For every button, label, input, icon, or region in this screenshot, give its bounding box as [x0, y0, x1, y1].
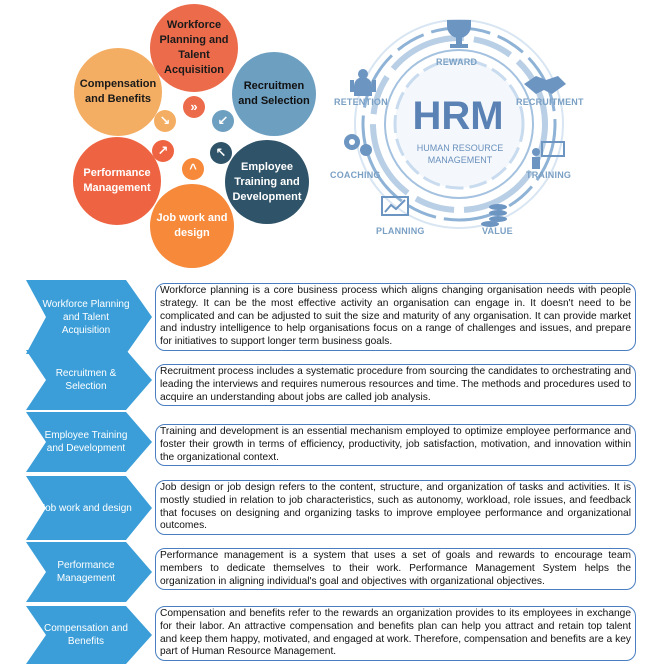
chevron-label-text: Job work and design — [40, 502, 132, 514]
petal-training — [225, 140, 309, 224]
chevron-label — [26, 540, 154, 604]
description-box: Job design or job design refers to the content, structure, and organization of tasks and activities. It is mostly studied in relation to job characteristics, such as autonomy, workload, role issues, and feedback that focuses on designing and organizing tasks to improve employee performance and organizational outcomes. — [155, 480, 636, 535]
description-box: Performance management is a system that uses a set of goals and rewards to encourage team members to dedicate themselves to their work. Performance Management System helps the organization in aligning individual's goal and objectives with organizational objectives. — [155, 548, 636, 590]
chevron-label — [26, 278, 154, 356]
label-planning: PLANNING — [376, 226, 425, 236]
arrow-icon: ↗ — [152, 140, 174, 162]
petal-recruitment — [232, 52, 316, 136]
arrow-icon: ↙ — [212, 110, 234, 132]
hr-process-flower-diagram — [0, 0, 330, 262]
label-coaching: COACHING — [330, 170, 381, 180]
chevron-down-icon: » — [183, 96, 205, 118]
petal-label: Performance Management — [83, 167, 151, 194]
label-reward: REWARD — [436, 57, 478, 67]
petal-label: Job work and design — [156, 212, 228, 239]
row-recruitment — [0, 348, 658, 412]
chevron-label-text: Compensation and Benefits — [44, 623, 128, 647]
description-box: Recruitment process includes a systematic procedure from sourcing the candidates to orchestrating and leading the interviews and requires numerous resources and time. The methods and procedures used to acquire an understanding about jobs are called job analysis. — [155, 364, 636, 406]
petal-label: Employee Training and Development — [232, 160, 302, 203]
label-value: VALUE — [482, 226, 513, 236]
hrm-wheel-graphic — [330, 2, 588, 260]
chevron-label-text: Employee Training and Development — [44, 430, 128, 454]
label-retention: RETENTION — [334, 97, 388, 107]
trophy-icon — [447, 20, 471, 48]
label-training: TRAINING — [526, 170, 572, 180]
row-performance — [0, 540, 658, 604]
petal-workforce-planning — [150, 4, 238, 92]
description-box: Workforce planning is a core business process which aligns changing organisation needs with people strategy. It can be the most effective activity an organisation can engage in. It doesn't need to be complicated and can be adjusted to suit the size and maturity of any organisation. It can provide market and industry intelligence to help organisations focus on a range of challenges and issues, and prepare for initiatives to support longer term business goals. — [155, 283, 636, 351]
description-box: Training and development is an essential mechanism employed to optimize employee performance and foster their growth in terms of efficiency, productivity, job satisfaction, motivation, and innovation within the organizational context. — [155, 424, 636, 466]
chevron-label — [26, 474, 154, 542]
chevron-label-text: Recruitmen & Selection — [55, 368, 117, 392]
petal-label: Workforce Planning and Talent Acquisition — [159, 19, 229, 76]
description-box: Compensation and benefits refer to the rewards an organization provides to its employees in exchange for their labor. An attractive compensation and benefits plan can help you attract and retain top talent and keep them happy, motivated, and engaged at work. Therefore, compensation and benefits are a key part of Human Resource Management. — [155, 606, 636, 661]
chevron-label — [26, 604, 154, 666]
retention-person-icon — [350, 69, 376, 96]
row-training — [0, 410, 658, 474]
chevron-up-icon: ^ — [182, 158, 204, 180]
hrm-title: HRM — [412, 94, 504, 138]
row-workforce — [0, 278, 658, 356]
petal-job-design — [150, 184, 234, 268]
petal-compensation — [74, 48, 162, 136]
row-job-design — [0, 474, 658, 542]
hrm-subtitle-line: HUMAN RESOURCE — [416, 143, 504, 153]
label-recruitment: RECRUITMENT — [516, 97, 584, 107]
petal-performance — [73, 137, 161, 225]
training-presentation-icon — [532, 142, 564, 169]
petal-label: Compensation and Benefits — [79, 78, 157, 105]
petal-label: Recruitmen and Selection — [238, 80, 310, 107]
chevron-label — [26, 410, 154, 474]
hrm-subtitle-line: MANAGEMENT — [427, 155, 493, 165]
hrm-subtitle — [400, 142, 520, 166]
arrow-icon: ↖ — [210, 142, 232, 164]
arrow-icon: ↘ — [154, 110, 176, 132]
chevron-label-text: Workforce Planning and Talent Acquisition — [42, 298, 130, 336]
chevron-label — [26, 348, 154, 412]
chevron-label-text: Performance Management — [56, 560, 116, 584]
row-compensation — [0, 604, 658, 666]
